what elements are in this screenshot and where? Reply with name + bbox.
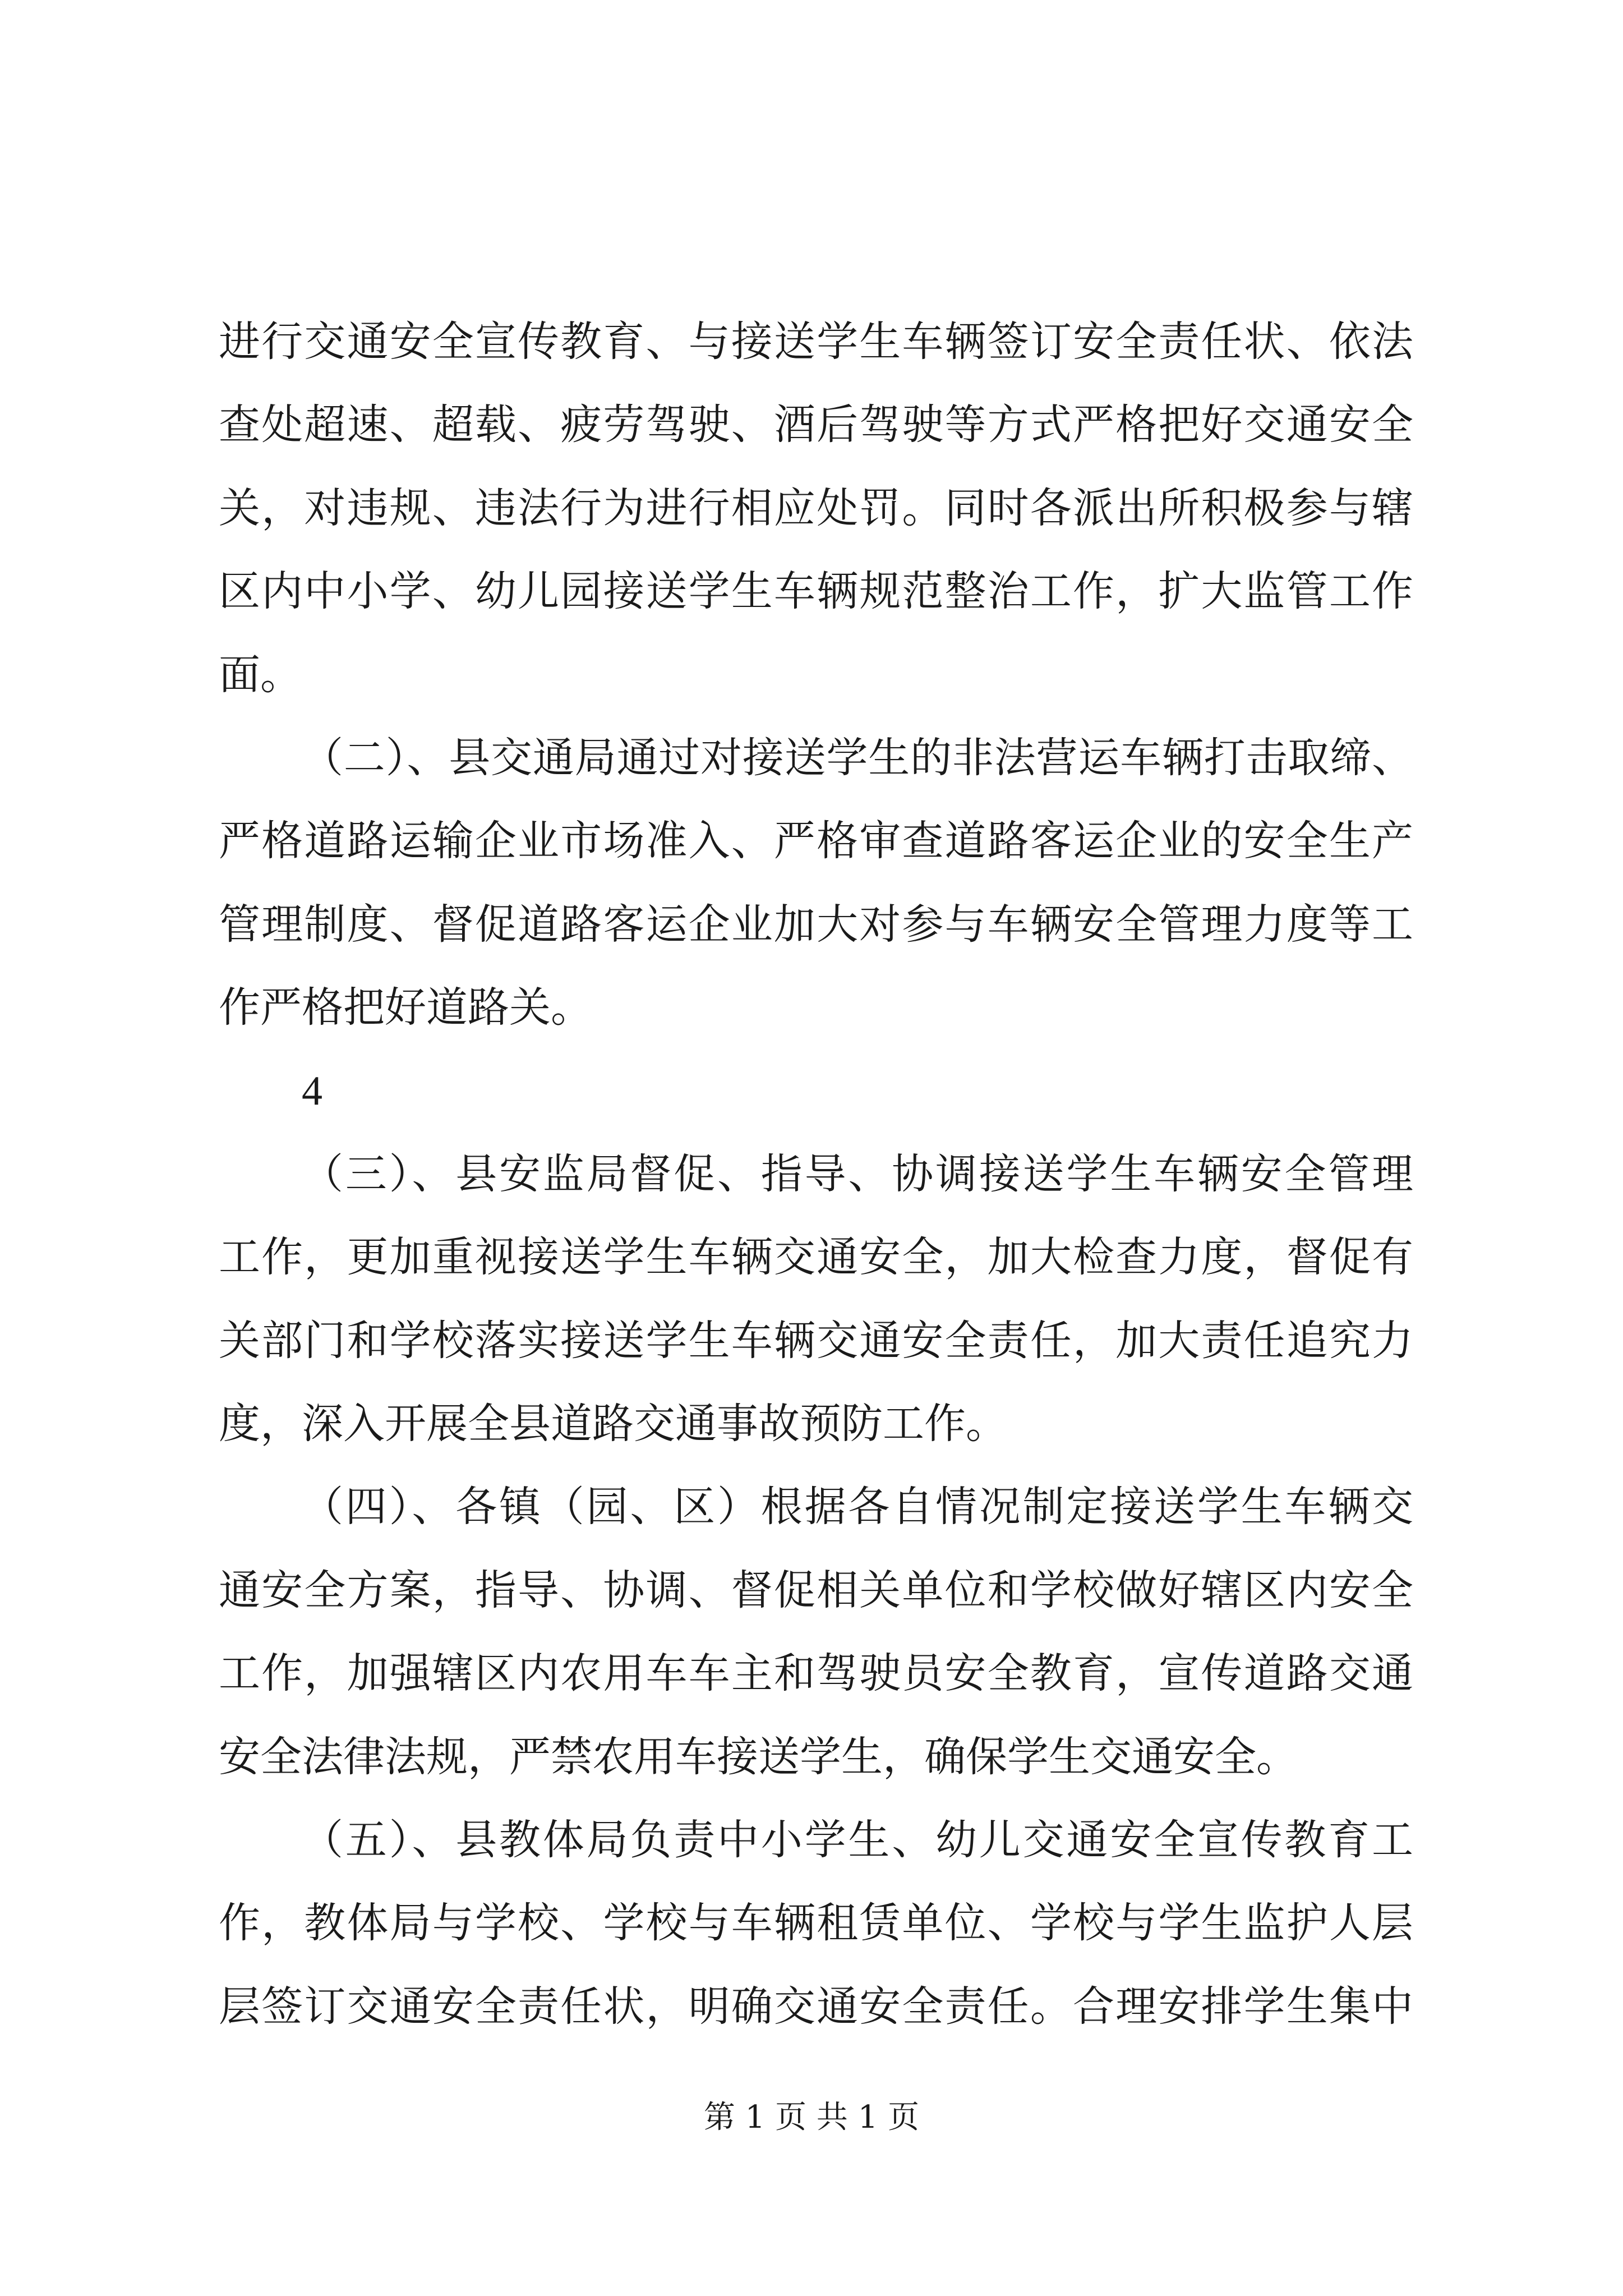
- document-body: [219, 300, 1413, 2048]
- text-line: 安全法律法规，严禁农用车接送学生，确保学生交通安全。: [219, 1732, 1298, 1781]
- text-line: 关部门和学校落实接送学生车辆交通安全责任，加大责任追究力: [219, 1316, 1413, 1365]
- text-line: 面。: [219, 650, 302, 699]
- text-line: 查处超速、超载、疲劳驾驶、酒后驾驶等方式严格把好交通安全: [219, 401, 1413, 449]
- text-line: 工作，更加重视接送学生车辆交通安全，加大检查力度，督促有: [219, 1233, 1413, 1282]
- page-number-label: 第 1 页 共 1 页: [703, 2099, 920, 2136]
- text-line: 区内中小学、幼儿园接送学生车辆规范整治工作，扩大监管工作: [219, 567, 1413, 616]
- paragraph-start-line: （三）、县安监局督促、指导、协调接送学生车辆安全管理: [302, 1149, 1413, 1198]
- text-line: 度，深入开展全县道路交通事故预防工作。: [219, 1400, 1007, 1448]
- text-line: 作严格把好道路关。: [219, 983, 592, 1032]
- text-line: 管理制度、督促道路客运企业加大对参与车辆安全管理力度等工: [219, 900, 1413, 949]
- paragraph-start-line: （四）、各镇（园、区）根据各自情况制定接送学生车辆交: [302, 1483, 1413, 1531]
- page-footer: [0, 2095, 1623, 2140]
- text-line: 作，教体局与学校、学校与车辆租赁单位、学校与学生监护人层: [219, 1899, 1413, 1948]
- paragraph-start-line: （二）、县交通局通过对接送学生的非法营运车辆打击取缔、: [302, 733, 1413, 782]
- text-line: 严格道路运输企业市场准入、严格审查道路客运企业的安全生产: [219, 817, 1413, 866]
- section-number: 4: [302, 1068, 322, 1114]
- text-line: 工作，加强辖区内农用车车主和驾驶员安全教育，宣传道路交通: [219, 1649, 1413, 1698]
- text-line: 通安全方案，指导、协调、督促相关单位和学校做好辖区内安全: [219, 1566, 1413, 1614]
- text-line: 关，对违规、违法行为进行相应处罚。同时各派出所积极参与辖: [219, 484, 1413, 532]
- text-line: 进行交通安全宣传教育、与接送学生车辆签订安全责任状、依法: [219, 318, 1413, 366]
- paragraph-start-line: （五）、县教体局负责中小学生、幼儿交通安全宣传教育工: [302, 1816, 1413, 1865]
- text-line: 层签订交通安全责任状，明确交通安全责任。合理安排学生集中: [219, 1982, 1413, 2031]
